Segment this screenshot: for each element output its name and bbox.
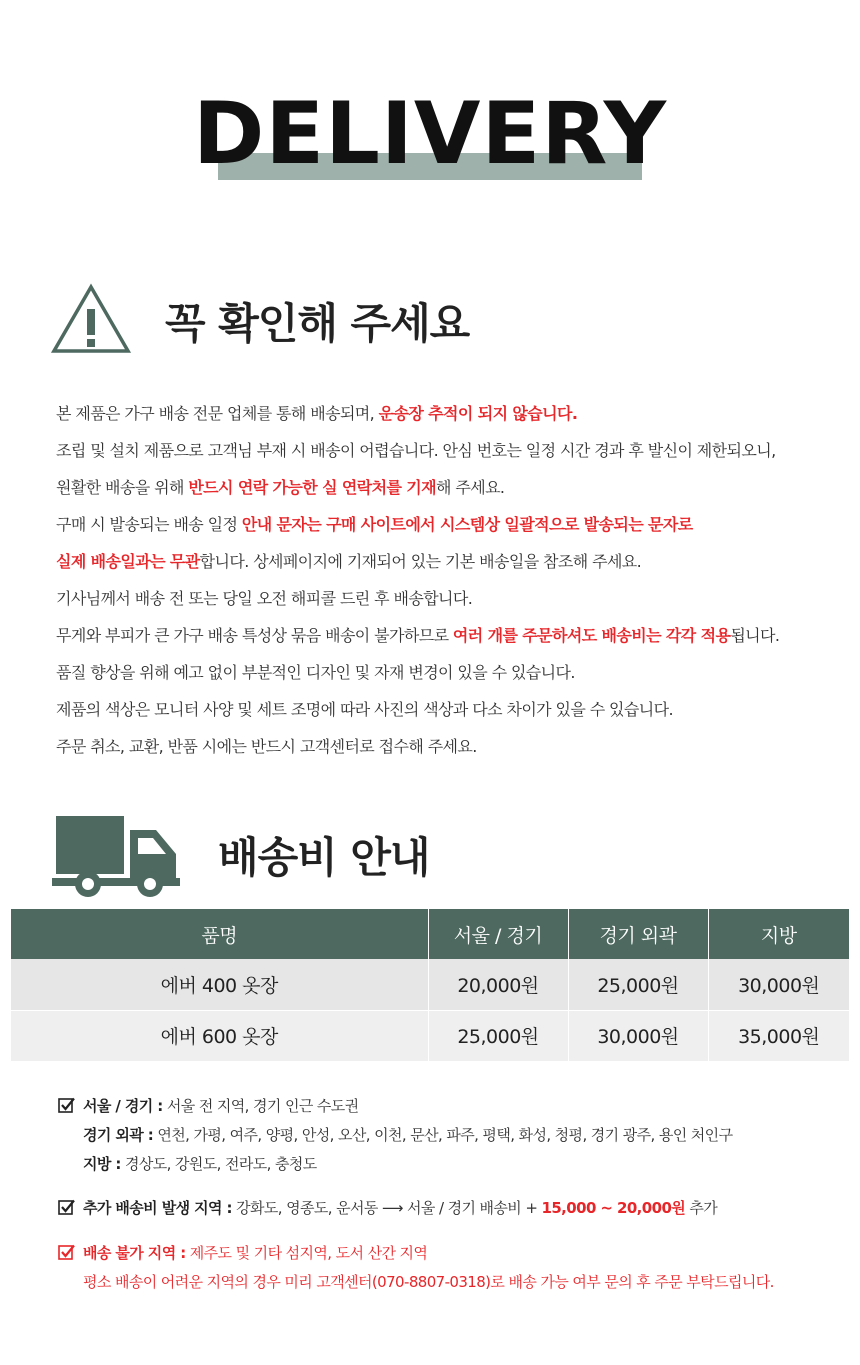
- notice-item: 실제 배송일과는 무관합니다. 상세페이지에 기재되어 있는 기본 배송일을 참조해 주세요.: [56, 552, 642, 571]
- cell-price: 25,000원: [568, 959, 708, 1010]
- notice-item: 원활한 배송을 위해 반드시 연락 가능한 실 연락처를 기재해 주세요.: [56, 478, 505, 497]
- note-line: 배송 불가 지역 : 제주도 및 기타 섬지역, 도서 산간 지역: [58, 1239, 774, 1268]
- note-line: 추가 배송비 발생 지역 : 강화도, 영종도, 운서동 ⟶ 서울 / 경기 배송비 + 15,000 ~ 20,000원 추가: [58, 1194, 717, 1223]
- cell-price: 30,000원: [708, 959, 849, 1010]
- cell-product: 에버 400 옷장: [11, 959, 428, 1010]
- cell-product: 에버 600 옷장: [11, 1010, 428, 1061]
- notice-item: 조립 및 설치 제품으로 고객님 부재 시 배송이 어렵습니다. 안심 번호는 일정 시간 경과 후 발신이 제한되오니,: [56, 441, 776, 460]
- truck-icon: [52, 812, 180, 900]
- page-title: DELIVERY: [192, 84, 668, 184]
- notice-item: 제품의 색상은 모니터 사양 및 세트 조명에 따라 사진의 색상과 다소 차이가 있을 수 있습니다.: [56, 700, 673, 719]
- cell-price: 25,000원: [428, 1010, 568, 1061]
- title-section: [0, 0, 860, 200]
- notice-list: [56, 395, 846, 765]
- notice-heading: 꼭 확인해 주세요: [165, 299, 470, 348]
- header-provinces: 지방: [708, 909, 849, 959]
- table-header-row: [11, 909, 849, 959]
- header-product: 품명: [11, 909, 428, 959]
- note-line: 서울 / 경기 : 서울 전 지역, 경기 인근 수도권: [58, 1092, 732, 1121]
- region-note: [58, 1092, 732, 1179]
- notice-item: 주문 취소, 교환, 반품 시에는 반드시 고객센터로 접수해 주세요.: [56, 737, 477, 756]
- notice-item: 본 제품은 가구 배송 전문 업체를 통해 배송되며, 운송장 추적이 되지 않습니다.: [56, 404, 578, 423]
- cell-price: 30,000원: [568, 1010, 708, 1061]
- checkbox-checked-icon: [58, 1199, 75, 1216]
- extra-fee-note: [58, 1194, 717, 1223]
- table-row: [11, 959, 849, 1010]
- cell-price: 35,000원: [708, 1010, 849, 1061]
- shipping-fee-table: [11, 909, 849, 1061]
- notice-item: 무게와 부피가 큰 가구 배송 특성상 묶음 배송이 불가하므로 여러 개를 주문하셔도 배송비는 각각 적용됩니다.: [56, 626, 780, 645]
- note-line: 경기 외곽 : 연천, 가평, 여주, 양평, 안성, 오산, 이천, 문산, 파주, 평택, 화성, 청평, 경기 광주, 용인 처인구: [83, 1126, 733, 1144]
- note-line: 지방 : 경상도, 강원도, 전라도, 충청도: [83, 1155, 317, 1173]
- checkbox-checked-icon: [58, 1244, 75, 1261]
- shipping-heading: 배송비 안내: [218, 833, 430, 882]
- checkbox-checked-icon: [58, 1097, 75, 1114]
- notice-item: 구매 시 발송되는 배송 일정 안내 문자는 구매 사이트에서 시스템상 일괄적으로 발송되는 문자로: [56, 515, 693, 534]
- warning-icon: [50, 283, 132, 355]
- notice-item: 품질 향상을 위해 예고 없이 부분적인 디자인 및 자재 변경이 있을 수 있습니다.: [56, 663, 575, 682]
- header-seoul-gyeonggi: 서울 / 경기: [428, 909, 568, 959]
- unavailable-area-note: [58, 1239, 774, 1297]
- notice-item: 기사님께서 배송 전 또는 당일 오전 해피콜 드린 후 배송합니다.: [56, 589, 473, 608]
- table-row: [11, 1010, 849, 1061]
- note-line: 평소 배송이 어려운 지역의 경우 미리 고객센터(070-8807-0318)로 배송 가능 여부 문의 후 주문 부탁드립니다.: [83, 1273, 774, 1291]
- cell-price: 20,000원: [428, 959, 568, 1010]
- header-gyeonggi-outskirts: 경기 외곽: [568, 909, 708, 959]
